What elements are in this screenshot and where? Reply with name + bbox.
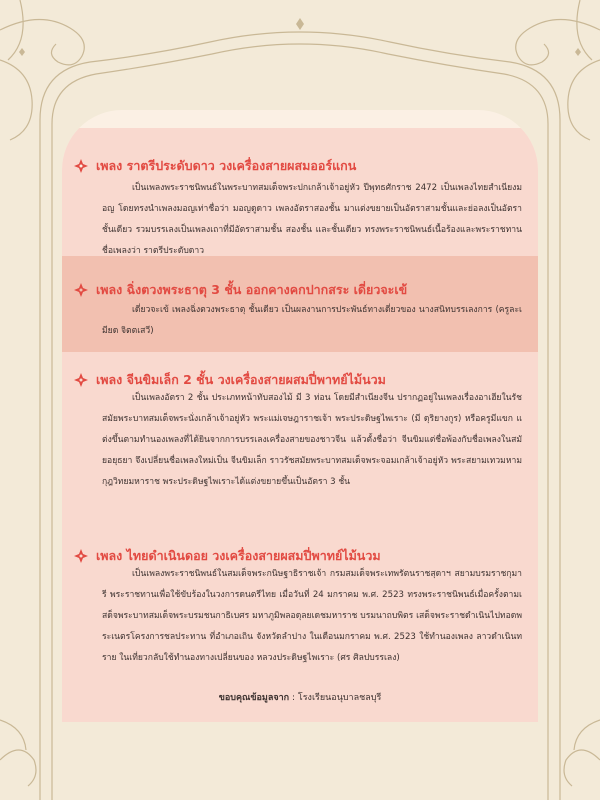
section-heading [74,370,528,390]
section-body: เดี่ยวจะเข้ เพลงฉิ่งตวงพระธาตุ ชั้นเดียว เป็นผลงานการประพันธ์ทางเดี่ยวของ นางสนิทบรรเลงการ (ครูละเมียด จิตตเสวี) [102,305,522,336]
section-body: เป็นเพลงพระราชนิพนธ์ในสมเด็จพระกนิษฐาธิราชเจ้า กรมสมเด็จพระเทพรัตนราชสุดาฯ สยามบรมราชกุมารี พระราชทานเพื่อใช้ขับร้องในวงการดนตรีไทย เมื่อวันที่ 24 มกราคม พ.ศ. 2523 ทรงพระราชนิพนธ์เมื่อครั้งตามเสด็จพระบาทสมเด็จพระบรมชนกาธิเบศร มหาภูมิพลอดุลยเดชมหาราช บรมนาถบพิตร เสด็จพระราชดำเนินไปทอดพระเนตรโครงการชลประทาน ที่อำเภอเถิน จังหวัดลำปาง ในเดือนมกราคม พ.ศ. 2523 ใช้ทำนองเพลง ลาวดำเนินทราย ในเที่ยวกลับใช้ทำนองทางเปลี่ยนของ หลวงประดิษฐไพเราะ (ศร ศิลปบรรเลง) [102,569,522,663]
section-heading [74,280,528,300]
diamond-bullet-icon [74,549,88,563]
diamond-bullet-icon [74,159,88,173]
section-title: เพลง ไทยดำเนินดอย วงเครื่องสายผสมปี่พาทย์ไม้นวม [96,548,381,563]
section-title: เพลง จีนขิมเล็ก 2 ชั้น วงเครื่องสายผสมปี่พาทย์ไม้นวม [96,372,386,387]
section-jeen-khim-lek [62,352,538,524]
credit-source: : โรงเรียนอนุบาลชลบุรี [292,693,382,703]
section-heading [74,156,528,176]
section-body: เป็นเพลงพระราชนิพนธ์ในพระบาทสมเด็จพระปกเกล้าเจ้าอยู่หัว ปีพุทธศักราช 2472 เป็นเพลงไทยสำเนียงมอญ โดยทรงนำเพลงมอญเท่าชื่อว่า มอญดูดาว เพลงอัตราสองชั้น มาแต่งขยายเป็นอัตราสามชั้นและย่อลงเป็นอัตราชั้นเดียว รวมบรรเลงเป็นเพลงเถาที่มีอัตราสามชั้น สองชั้น และชั้นเดียว ทรงพระราชนิพนธ์เนื้อร้องและพระราชทานชื่อเพลงว่า ราตรีประดับดาว [102,183,522,256]
credit-line [0,690,600,704]
section-ching-tuang [62,256,538,352]
section-heading [74,546,528,566]
diamond-bullet-icon [74,283,88,297]
content-panel [62,110,538,722]
section-ratree [62,128,538,268]
diamond-bullet-icon [74,373,88,387]
credit-label: ขอบคุณข้อมูลจาก [218,693,290,703]
section-title: เพลง ฉิ่งตวงพระธาตุ 3 ชั้น ออกคางคกปากสระ เดี่ยวจะเข้ [96,282,408,297]
section-title: เพลง ราตรีประดับดาว วงเครื่องสายผสมออร์แกน [96,158,357,173]
section-body: เป็นเพลงอัตรา 2 ชั้น ประเภทหน้าทับสองไม้ มี 3 ท่อน โดยมีสำเนียงจีน ปรากฏอยู่ในเพลงเรื่องอาเฮียในรัชสมัยพระบาทสมเด็จพระนั่งเกล้าเจ้าอยู่หัว พระแม่เจษฎาราชเจ้า พระประดิษฐไพเราะ (มี ดุริยางกูร) หรือครูมีแขก แต่งขึ้นตามทำนองเพลงที่ได้ยินจากการบรรเลงเครื่องสายของชาวจีน แล้วตั้งชื่อว่า จีนขิมแต่ชื่อพ้องกับชื่อเพลงในสมัยอยุธยา จึงเปลี่ยนชื่อเพลงใหม่เป็น จีนขิมเล็ก ราวรัชสมัยพระบาทสมเด็จพระจอมเกล้าเจ้าอยู่หัว พระสยามเทวมหามกุฎวิทยมหาราช พระประดิษฐไพเราะได้แต่งขยายขึ้นเป็นอัตรา 3 ชั้น [102,393,522,487]
